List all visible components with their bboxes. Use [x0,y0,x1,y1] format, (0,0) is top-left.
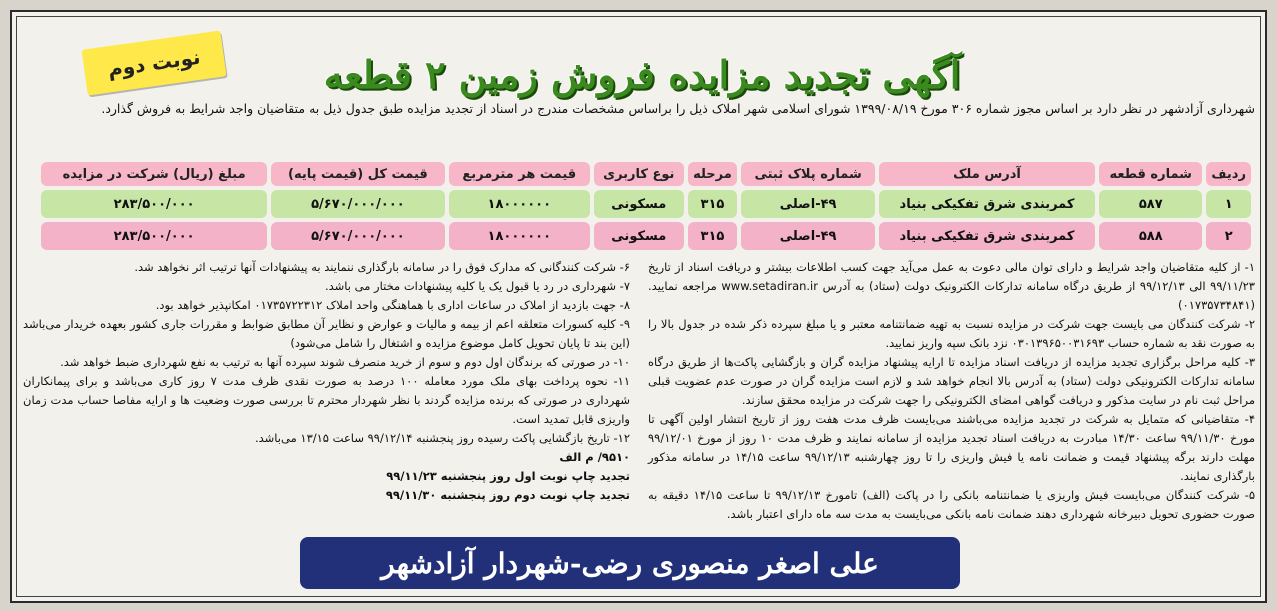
header-address: آدرس ملک [879,162,1095,186]
cell-address: کمربندی شرق تفکیکی بنیاد [879,222,1095,250]
intro-paragraph: شهرداری آزادشهر در نظر دارد بر اساس مجوز شماره ۳۰۶ مورخ ۱۳۹۹/۰۸/۱۹ شورای اسلامی شهر املاک ذیل را براساس مشخصات مندرج در اسناد از تجدید مزایده طبق جدول ذیل به متقاضیان واجد شرایط به فروش گذارد. [101,101,1255,116]
cell-plate-number: ۴۹-اصلی [741,222,875,250]
header-total-price: قیمت کل (قیمت پایه) [271,162,444,186]
conditions-right-column [648,258,1255,528]
cell-row-number: ۲ [1206,222,1251,250]
condition-item: ۳- کلیه مراحل برگزاری تجدید مزایده از دریافت اسناد مزایده تا ارایه پیشنهاد مزایده گران و بازگشایی پاکت‌ها از طریق درگاه سامانه تدارکات الکترونیکی دولت (ستاد) به آدرس بالا انجام خواهد شد و لازم است مزایده گران در صورت عدم عضویت قبلی مراحل ثبت نام در سایت مذکور و دریافت گواهی امضای الکترونیکی را جهت شرکت در مزایده محقق سازند. [648,355,1255,407]
notice-title: آگهی تجدید مزایده فروش زمین ۲ قطعه [323,52,961,97]
condition-item: ۶- شرکت کنندگانی که مدارک فوق را در سامانه بارگذاری ننمایند به پیشنهادات آنها ترتیب اثر نخواهد شد. [134,260,630,274]
lots-table [37,158,1255,254]
header-price-per-sqm: قیمت هر مترمربع [449,162,591,186]
cell-row-number: ۱ [1206,190,1251,218]
cell-price-per-sqm: ۱۸۰۰۰۰۰۰ [449,190,591,218]
cell-lot-number: ۵۸۸ [1099,222,1202,250]
second-round-badge: نوبت دوم [81,30,226,95]
cell-section: ۳۱۵ [688,190,738,218]
header-plate-number: شماره پلاک ثبتی [741,162,875,186]
second-print-date: تجدید چاپ نوبت دوم روز پنجشنبه ۹۹/۱۱/۳۰ [385,488,630,502]
condition-item: ۱۰- در صورتی که برندگان اول دوم و سوم از خرید منصرف شوند سپرده آنها به ترتیب به نفع شهرداری ضبط خواهد شد. [60,355,630,369]
condition-item: ۲- شرکت کنندگان می بایست جهت شرکت در مزایده نسبت به تهیه ضمانتنامه معتبر و یا مبلغ سپرده ذکر شده در جدول بالا را به صورت نقد به شماره حساب ۰۳۰۱۳۹۶۵۰۰۳۱۶۹۳ نزد بانک سپه واریز نمایید. [648,317,1255,350]
header-usage: نوع کاربری [594,162,684,186]
condition-item: ۸- جهت بازدید از املاک در ساعات اداری با هماهنگی واحد املاک ۰۱۷۳۵۷۲۲۳۱۲ امکانپذیر خواهد بود. [155,298,630,312]
table-header-row [41,162,1251,186]
condition-item: ۱۱- نحوه پرداخت بهای ملک مورد معامله ۱۰۰ درصد به صورت نقدی ظرف مدت ۷ روز کاری می‌باشد و برای پیمانکاران شهرداری در صورتی که برنده مزایده گردند با نظر شهردار محترم تا بررسی صورت وضعیت ها و ارایه مفاصا حساب مدت زمان واریزی قابل تمدید است. [23,374,630,426]
first-print-date: تجدید چاپ نوبت اول روز پنجشنبه ۹۹/۱۱/۲۳ [386,469,630,483]
cell-deposit: ۲۸۳/۵۰۰/۰۰۰ [41,222,267,250]
cell-deposit: ۲۸۳/۵۰۰/۰۰۰ [41,190,267,218]
cell-address: کمربندی شرق تفکیکی بنیاد [879,190,1095,218]
mayor-signature-banner: علی اصغر منصوری رضی-شهردار آزادشهر [300,537,960,589]
cell-usage: مسکونی [594,222,684,250]
conditions-section [23,258,1255,528]
condition-item: ۱۲- تاریخ بازگشایی پاکت رسیده روز پنجشنبه ۹۹/۱۲/۱۴ ساعت ۱۳/۱۵ می‌باشد. [254,431,630,445]
cell-plate-number: ۴۹-اصلی [741,190,875,218]
table-row [41,190,1251,218]
condition-item: ۵- شرکت کنندگان می‌بایست فیش واریزی یا ضمانتنامه بانکی را در پاکت (الف) تامورخ ۹۹/۱۲/۱۳ تا ساعت ۱۴/۱۵ دقیقه به صورت حضوری تحویل دبیرخانه شهرداری دهند ضمانت نامه بانکی می‌بایست به مدت سه ماه دارای اعتبار باشد. [648,488,1256,521]
condition-item: ۷- شهرداری در رد یا قبول یک یا کلیه پیشنهادات مختار می باشد. [324,279,630,293]
cell-usage: مسکونی [594,190,684,218]
cell-section: ۳۱۵ [688,222,738,250]
condition-item: ۴- متقاضیانی که متمایل به شرکت در تجدید مزایده می‌باشند می‌بایست ظرف مدت هفت روز از تاریخ انتشار اولین آگهی تا مورخ ۹۹/۱۱/۳۰ ساعت ۱۴/۳۰ مبادرت به دریافت اسناد تجدید مزایده از سامانه نمایند و ظرف مدت ۱۰ روز از مورخ ۹۹/۱۲/۰۱ مهلت دارند برگه پیشنهاد قیمت و ضمانت نامه یا فیش واریزی را تا روز چهارشنبه ۹۹/۱۲/۱۳ ساعت ۱۴/۱۵ در سامانه مذکور بارگذاری نمایند. [648,412,1256,483]
header-lot-number: شماره قطعه [1099,162,1202,186]
reference-number: ۹۵۱۰/ م الف [559,450,630,464]
cell-price-per-sqm: ۱۸۰۰۰۰۰۰ [449,222,591,250]
cell-lot-number: ۵۸۷ [1099,190,1202,218]
condition-item: ۱- از کلیه متقاضیان واجد شرایط و دارای توان مالی دعوت به عمل می‌آید جهت کسب اطلاعات بیشتر و دریافت اسناد از تاریخ ۹۹/۱۱/۲۳ الی ۹۹/۱۲/۱۳ از طریق درگاه سامانه تدارکات الکترونیک دولت (ستاد) به آدرس www.setadiran.ir مراجعه نمایید. (۰۱۷۳۵۷۳۴۸۴۱) [648,260,1255,312]
cell-total-price: ۵/۶۷۰/۰۰۰/۰۰۰ [271,222,444,250]
table-row [41,222,1251,250]
conditions-left-column [23,258,630,528]
condition-item: ۹- کلیه کسورات متعلقه اعم از بیمه و مالیات و عوارض و نظایر آن مطابق ضوابط و مقررات جاری کشور بعهده خریدار می‌باشد (این بند تا پایان تحویل کامل موضوع مزایده و اشتغال را شامل می‌شود) [23,317,630,350]
cell-total-price: ۵/۶۷۰/۰۰۰/۰۰۰ [271,190,444,218]
header-deposit: مبلغ (ریال) شرکت در مزایده [41,162,267,186]
header-row-number: ردیف [1206,162,1251,186]
header-section: مرحله [688,162,738,186]
